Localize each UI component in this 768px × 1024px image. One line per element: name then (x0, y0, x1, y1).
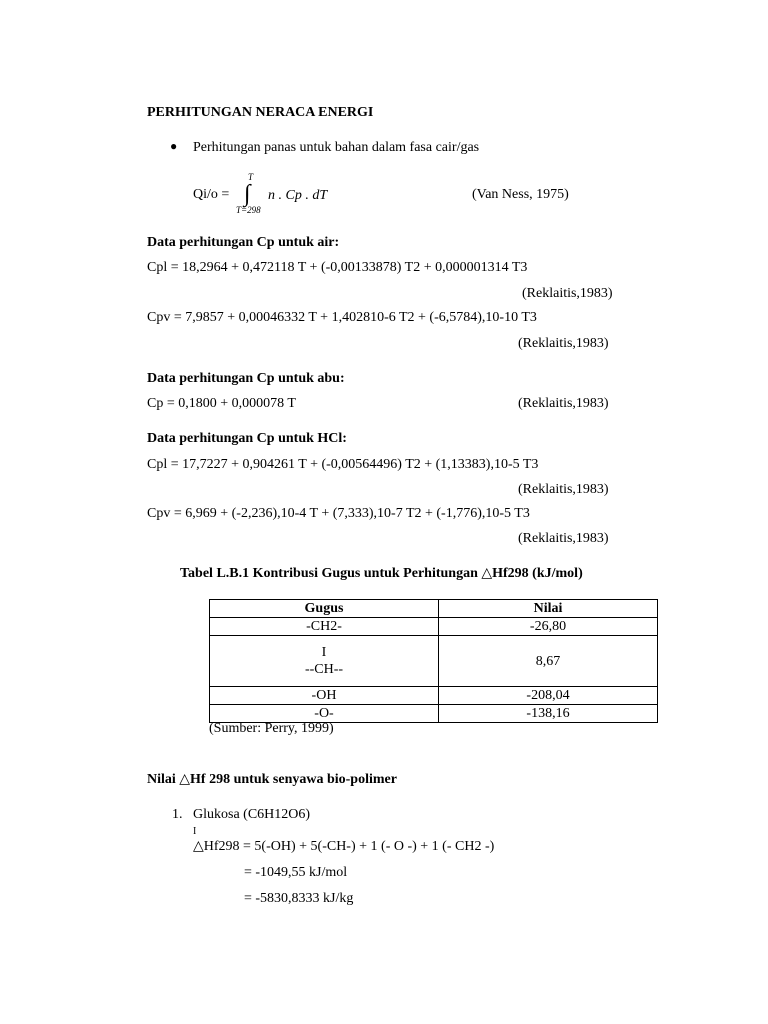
ch-bond-mark: I (321, 645, 327, 660)
abu-heading: Data perhitungan Cp untuk abu: (147, 371, 345, 386)
abu-cp-equation: Cp = 0,1800 + 0,000078 T (147, 396, 296, 411)
tick-mark: I (193, 826, 197, 837)
air-heading: Data perhitungan Cp untuk air: (147, 235, 340, 250)
table-row (210, 636, 658, 687)
page-title: PERHITUNGAN NERACA ENERGI (147, 105, 374, 120)
table-source: (Sumber: Perry, 1999) (209, 721, 334, 736)
table-cell-nilai: -208,04 (439, 687, 658, 705)
hcl-cpv-reference: (Reklaitis,1983) (518, 531, 609, 546)
hcl-cpl-equation: Cpl = 17,7227 + 0,904261 T + (-0,00564496) T2 + (1,13383),10-5 T3 (147, 457, 539, 472)
table-cell-gugus (210, 636, 439, 687)
glukosa-hf-equation: △Hf298 = 5(-OH) + 5(-CH-) + 1 (- O -) + 1 (- CH2 -) (193, 839, 495, 854)
integral-lower-limit: T=298 (236, 205, 261, 215)
glukosa-hf-kjmol: = -1049,55 kJ/mol (244, 865, 348, 880)
air-cpv-equation: Cpv = 7,9857 + 0,00046332 T + 1,402810-6 T2 + (-6,5784),10-10 T3 (147, 310, 537, 325)
biopolimer-heading: Nilai △Hf 298 untuk senyawa bio-polimer (147, 772, 397, 787)
air-cpl-reference: (Reklaitis,1983) (522, 286, 613, 301)
integral-integrand: n . Cp . dT (268, 188, 328, 203)
integral-lhs: Qi/o = (193, 187, 230, 202)
table-cell-nilai: -26,80 (439, 618, 658, 636)
abu-cp-reference: (Reklaitis,1983) (518, 396, 609, 411)
air-cpv-reference: (Reklaitis,1983) (518, 336, 609, 351)
ch-group-label: --CH-- (304, 662, 344, 677)
integral-sign: ∫ (244, 181, 251, 207)
glukosa-label: Glukosa (C6H12O6) (193, 807, 311, 822)
integral-upper-limit: T (248, 172, 254, 182)
table-header-gugus: Gugus (210, 600, 439, 618)
gugus-table (209, 599, 658, 723)
hcl-heading: Data perhitungan Cp untuk HCl: (147, 431, 347, 446)
hcl-cpl-reference: (Reklaitis,1983) (518, 482, 609, 497)
list-item-number: 1. (172, 807, 183, 822)
bullet-text: Perhitungan panas untuk bahan dalam fasa cair/gas (193, 140, 480, 155)
table-cell-gugus: -CH2- (210, 618, 439, 636)
table-row (210, 705, 658, 723)
table-header-nilai: Nilai (439, 600, 658, 618)
table-caption: Tabel L.B.1 Kontribusi Gugus untuk Perhitungan △Hf298 (kJ/mol) (180, 566, 583, 581)
table-cell-nilai: -138,16 (439, 705, 658, 723)
integral-reference: (Van Ness, 1975) (472, 187, 569, 202)
table-row (210, 687, 658, 705)
table-cell-gugus: -O- (210, 705, 439, 723)
bullet-dot: ● (170, 139, 178, 153)
hcl-cpv-equation: Cpv = 6,969 + (-2,236),10-4 T + (7,333),10-7 T2 + (-1,776),10-5 T3 (147, 506, 530, 521)
glukosa-hf-kjkg: = -5830,8333 kJ/kg (244, 891, 354, 906)
table-row (210, 618, 658, 636)
air-cpl-equation: Cpl = 18,2964 + 0,472118 T + (-0,00133878) T2 + 0,000001314 T3 (147, 260, 528, 275)
table-header-row (210, 600, 658, 618)
table-cell-gugus: -OH (210, 687, 439, 705)
table-cell-nilai: 8,67 (439, 636, 658, 687)
